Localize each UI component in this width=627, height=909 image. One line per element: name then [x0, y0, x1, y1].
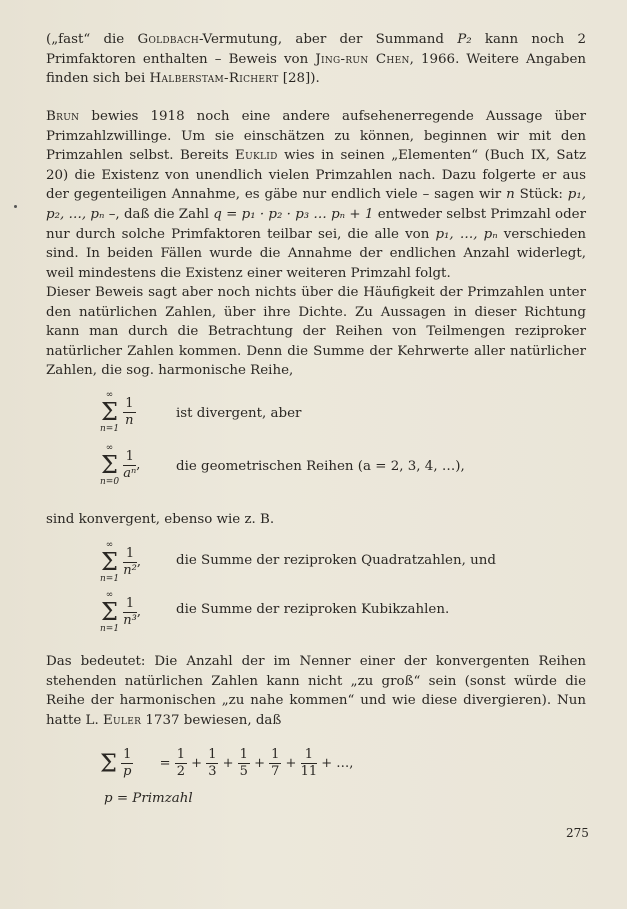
paragraph-goldbach: („fast“ die Goldbach-Vermutung, aber der Summand P₂ kann noch 2 Primfaktoren enthalten – Beweis von Jing-run Chen, 1966. Weitere Angaben finden sich bei Halberstam-Richert [28]). — [46, 32, 587, 87]
formula-geometric-description: die geometrischen Reihen (a = 2, 3, 4, …), — [176, 459, 465, 474]
page-number: 275 — [566, 826, 589, 840]
formula-prime-reciprocals: Σ $\frac{1}{p}$ = $\frac{1}{2}$ + $\frac{1}{3}$ + $\frac{1}{5}$ + $\frac{1}{7}$ + $\frac{1}{11}$ + …, — [100, 747, 354, 779]
paragraph-density: Dieser Beweis sagt aber noch nichts über die Häufigkeit der Primzahlen unter den natürlichen Zahlen, über ihre Dichte. Zu Aussagen in dieser Richtung kann man durch die Betrachtung der Reihen von Teilmengen reziproker natürlicher Zahlen kommen. Denn die Summe der Kehrwerte aller natürlicher Zahlen, die sog. harmonische Reihe, — [46, 285, 586, 379]
formula-geometric-series: ∞ Σ n=0 $\frac{1}{\text{aⁿ}}$ , — [100, 443, 141, 487]
print-speck — [14, 205, 17, 208]
formula-harmonic-series: ∞ Σ n=1 $\frac{1}{n}$ — [100, 390, 134, 434]
paragraph-convergent: sind konvergent, ebenso wie z. B. — [46, 512, 275, 527]
paragraph-euler: Das bedeutet: Die Anzahl der im Nenner einer der konvergenten Reihen stehenden natürlichen Zahlen kann nicht „zu groß“ sein (sonst würde die Reihe der harmonischen „zu nahe kommen“ und wie diese divergieren). Nun hatte L. Euler 1737 bewiesen, daß — [46, 654, 586, 728]
formula-condition: p = Primzahl — [104, 791, 193, 806]
formula-squares-description: die Summe der reziproken Quadratzahlen, und — [176, 553, 496, 568]
paragraph-brun-euklid: Brun bewies 1918 noch eine andere aufsehenerregende Aussage über Primzahlzwillinge. Um sie einschätzen zu können, beginnen wir mit den Primzahlen selbst. Bereits Euklid wies in seinen „Elementen“ (Buch IX, Satz 20) die Existenz von unendlich vielen Primzahlen nach. Dazu folgerte er aus der gegenteiligen Annahme, es gäbe nur endlich viele – sagen wir n Stück: p₁, p₂, …, pₙ –, daß die Zahl q = p₁ · p₂ · p₃ … pₙ + 1 entweder selbst Primzahl oder nur durch solche Primfaktoren teilbar sei, die alle von p₁, …, pₙ verschieden sind. In beiden Fällen wurde die Annahme der endlichen Anzahl widerlegt, weil mindestens die Existenz einer weiteren Primzahl folgt. — [46, 109, 586, 281]
formula-harmonic-description: ist divergent, aber — [176, 406, 302, 421]
formula-reciprocal-squares: ∞ Σ n=1 $\frac{1}{\text{n²}}$ , — [100, 540, 141, 584]
formula-cubes-description: die Summe der reziproken Kubikzahlen. — [176, 602, 450, 617]
formula-reciprocal-cubes: ∞ Σ n=1 $\frac{1}{\text{n³}}$ , — [100, 590, 141, 634]
